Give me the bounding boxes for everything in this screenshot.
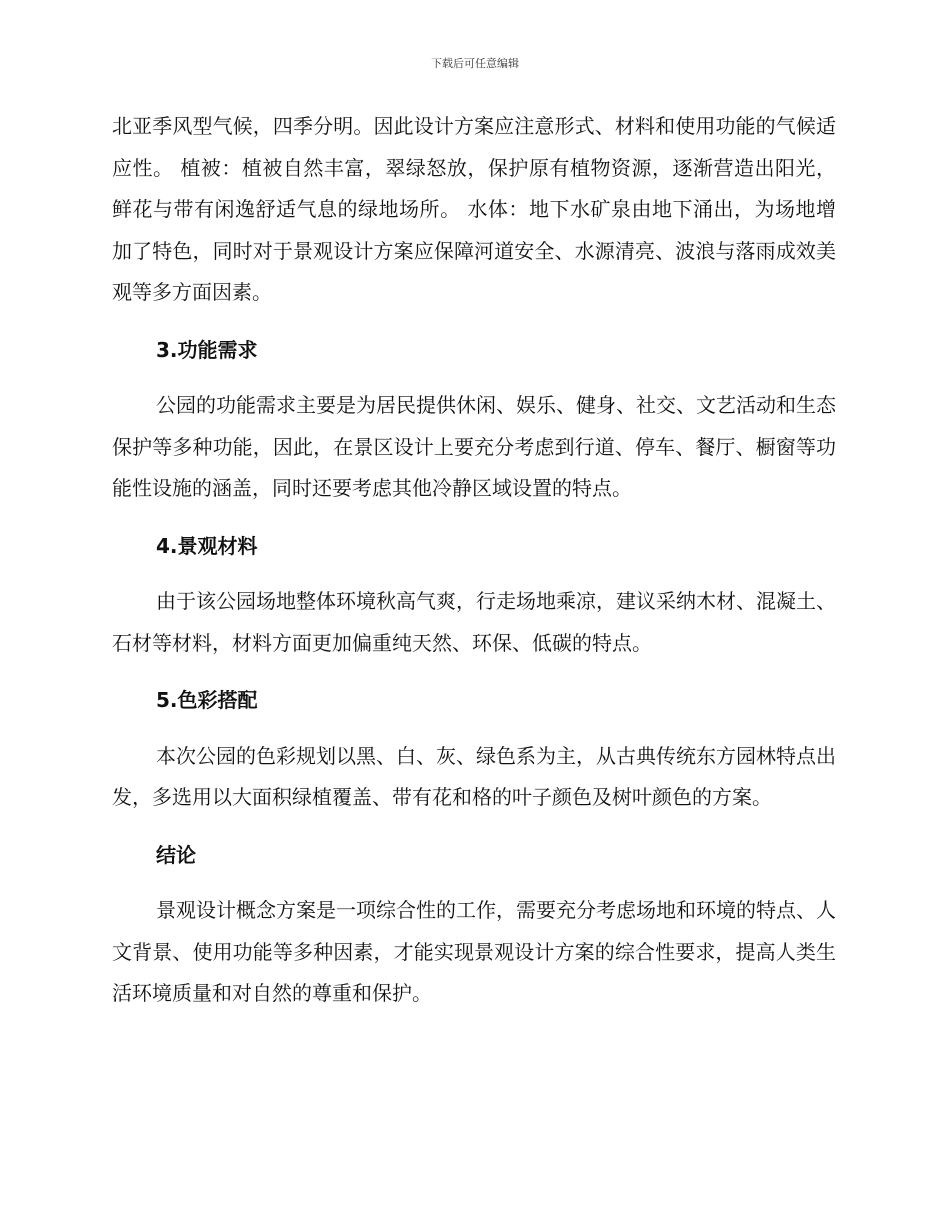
section-heading-landscape-materials: 4.景观材料 <box>156 533 258 558</box>
section-heading-color-scheme: 5.色彩搭配 <box>156 688 258 712</box>
section-paragraph-conclusion: 景观设计概念方案是一项综合性的工作，需要充分考虑场地和环境的特点、人文背景、使用功能等多种因素，才能实现景观设计方案的综合性要求，提高人类生活环境质量和对自然的尊重和保护。 <box>112 898 836 1005</box>
section-paragraph-landscape-materials: 由于该公园场地整体环境秋高气爽，行走场地乘凉，建议采纳木材、混凝土、石材等材料，材料方面更加偏重纯天然、环保、低碳的特点。 <box>112 589 836 655</box>
section-heading-functional-needs: 3.功能需求 <box>156 337 258 362</box>
section-paragraph-functional-needs: 公园的功能需求主要是为居民提供休闲、娱乐、健身、社交、文艺活动和生态保护等多种功能，因此，在景区设计上要充分考虑到行道、停车、餐厅、橱窗等功能性设施的涵盖，同时还要考虑其他冷静区域设置的特点。 <box>112 393 836 500</box>
section-paragraph-color-scheme: 本次公园的色彩规划以黑、白、灰、绿色系为主，从古典传统东方园林特点出发，多选用以大面积绿植覆盖、带有花和格的叶子颜色及树叶颜色的方案。 <box>112 743 836 809</box>
intro-paragraph: 北亚季风型气候，四季分明。因此设计方案应注意形式、材料和使用功能的气候适应性。 植被：植被自然丰富，翠绿怒放，保护原有植物资源，逐渐营造出阳光，鲜花与带有闲逸舒适气息的绿地场所。 水体：地下水矿泉由地下涌出，为场地增加了特色，同时对于景观设计方案应保障河道安全、水源清亮、波浪与落雨成效美观等多方面因素。 <box>112 114 836 304</box>
page-header-note: 下载后可任意编辑 <box>431 57 519 70</box>
section-heading-conclusion: 结论 <box>156 842 196 867</box>
document-body <box>112 106 836 1015</box>
